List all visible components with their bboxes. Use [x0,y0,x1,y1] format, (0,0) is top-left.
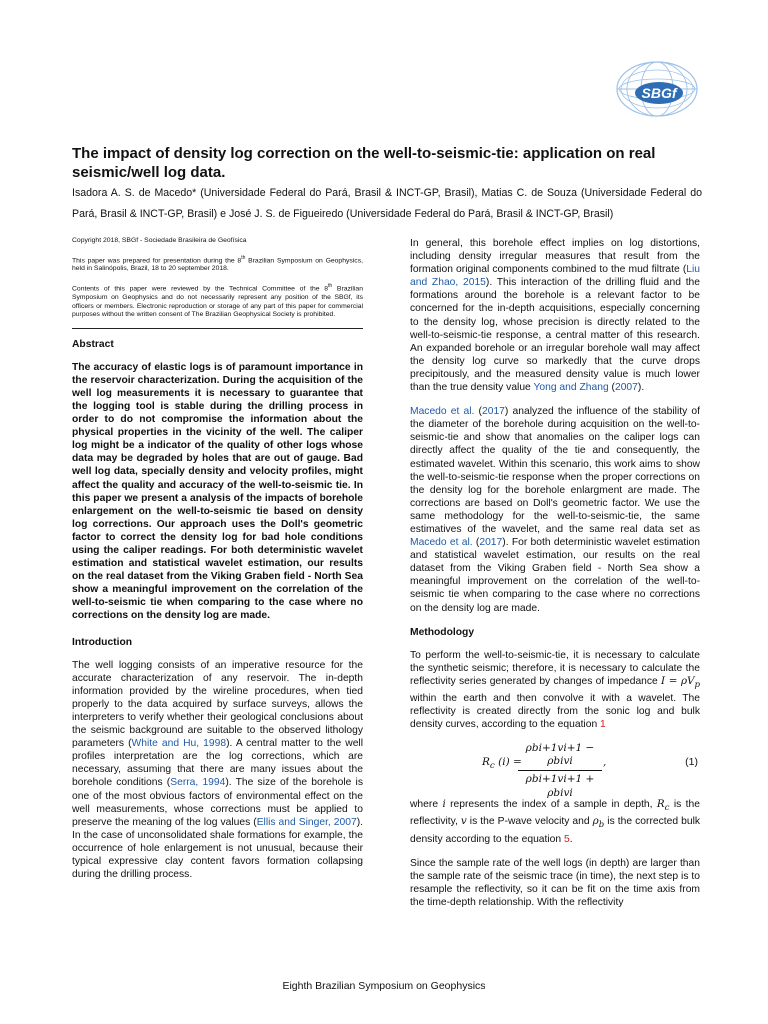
reflectivity-equation [410,742,700,799]
author-list: Isadora A. S. de Macedo* (Universidade Federal do Pará, Brasil & INCT-GP, Brasil), Matias C. de Souza (Universidade Federal do Pará, Brasil & INCT-GP, Brasil) e José J. S. de Figueiredo (Universidade Federal do Pará, Brasil & INCT-GP, Brasil) [72,187,702,220]
methodology-heading: Methodology [410,626,475,638]
equation-reference[interactable]: 1 [600,719,606,731]
citation-link[interactable]: 2017 [479,537,503,549]
equation-lhs: $R_c$ (i) = [482,756,522,772]
citation-link[interactable]: Ellis and Singer, 2007 [256,816,357,828]
logo-text: SBGf [641,85,677,101]
methodology-paragraph: To perform the well-to-seismic-tie, it is necessary to calculate the synthetic seismic; therefore, it is necessary to calculate the reflectivity series generated by changes of impedance $I = \rho V_p$ within the earth and then convolve it with a wavelet. The reflectivity is created directly from the sonic log and bulk density curves, according to the equation 1 [410,649,700,731]
citation-link[interactable]: Yong and Zhang [533,382,609,394]
equation-denominator: ρbi+1vi+1 + ρbivi [525,773,595,799]
body-paragraph: Macedo et al. (2017) analyzed the influence of the stability of the diameter of the borehole during acquisition on the well-to-seismic-tie and show that anomalies on the caliper logs can directly affect the quality of the tie and consequently, the estimated wavelet. Within this scenario, this work aims to show the well-to-seismic-tie response when the proper corrections on the density log for the borehole enlargment are made. The corrections are based on Doll's geometric factor. We use the same methodology for the well-to-seismic-tie, the same estimatives of the wavelet, and the same real data set as Macedo et al. (2017). For both deterministic wavelet estimation and statistical wavelet estimation, our results on the real dataset from the Viking Graben field - North Sea show a meaningful improvement on the correlation of the well-to-seismic tie when comparing to the case where no corrections on the density log are made. [410,406,701,614]
equation-fraction [518,742,602,799]
sbgf-logo [611,58,703,120]
citation-link[interactable]: 2007 [614,382,638,394]
introduction-paragraph: The well logging consists of an imperative resource for the accurate characterization of any reservoir. The in-depth information provided by the wireline procedures, when tied properly to the data acquired by surface surveys, allows the interpreters to verify whether their geological conclusions about the seismic background are suitable to the observed lithology parameters (White and Hu, 1998). A central matter to the well profiles interpretation are the log corrections, which are necessary, assuming that there are many issues about the borehole conditions (Serra, 1994). The size of the borehole is one of the most obvious factors of environmental effect on the well measurements, whose corrections must be applied to preserve the meaning of the log values (Ellis and Singer, 2007). In the case of unconsolidated shale formations for example, the occurrence of hole enlargement is not unusual, because their typical expressive clay content favors formation collapsing during the drilling process. [72,659,364,881]
right-column [410,237,700,920]
equation-number: (1) [685,756,698,769]
abstract-heading: Abstract [72,338,114,350]
methodology-paragraph: Since the sample rate of the well logs (in depth) are larger than the sample rate of the seismic trace (in time), the next step is to resample the reflectivity, so it can be fit on the time axis from the time-depth relationship. With the reflectivity [410,857,700,908]
review-notice: Contents of this paper were reviewed by the Technical Committee of the 8th Brazilian Symposium on Geophysics and do not necessarily represent any position of the SBGf, its officers or members. Electronic reproduction or storage of any part of this paper for commercial purposes without the written consent of The Brazilian Geophysical Society is prohibited. [72,283,363,319]
citation-link[interactable]: Serra, 1994 [170,777,226,789]
divider [72,328,363,329]
introduction-heading: Introduction [72,636,133,648]
citation-link[interactable]: Macedo et al. [410,406,475,418]
body-paragraph: In general, this borehole effect implies on log distortions, including density irregular measures that result from the formation original components combined to the mud filtrate (Liu and Zhao, 2015). This interaction of the drilling fluid and the formations around the borehole is a relevant factor to be concerned for the in-depth acquisitions, especially concerning to the density log, whose precision is directly related to the well-to-seismic-tie response, a central matter of this research. An expanded borehole or an irregular borehole wall may affect the density log curve so markedly that the curve drops precipitously, and the measured density value is much lower than the true density value Yong and Zhang (2007). [410,238,701,394]
left-column [72,237,363,892]
page-footer: Eighth Brazilian Symposium on Geophysics [282,980,486,992]
citation-link[interactable]: 2017 [482,406,505,418]
citation-link[interactable]: Liu and Zhao, 2015 [410,264,700,289]
citation-link[interactable]: White and Hu, 1998 [131,738,227,750]
equation-reference[interactable]: 5 [564,833,570,845]
citation-link[interactable]: Macedo et al. [410,537,473,549]
equation-comma: , [603,756,607,769]
abstract-text: The accuracy of elastic logs is of paramount importance in the reservoir characterization. During the acquisition of the well log measurements it is necessary to guarantee that the logging tool is stable during the drilling process in order to do not compromise the information about the physical properties in the vicinity of the well. The caliper log might be a indicator of the quality of other logs whose data may be degraded by holes that are out of gauge. Bad well log data, specially density and velocity profiles, might affect the quality and accuracy of the well-to-seismic tie. In this paper we present a analysis of the impacts of borehole enlargement on the well-to-seismic tie based on density log corrections. Our approach uses the Doll's geometric factor to correct the density log for bad hole conditions using the caliper readings. For both deterministic wavelet estimation and statistical wavelet estimation, our results on the real dataset from the Viking Graben field - North Sea show a meaningful improvement on the correlation of the well-to-seismic tie when comparing to the case where no corrections on the density log are made. [72,361,363,622]
presentation-notice: This paper was prepared for presentation during the 8th Brazilian Symposium on Geophysics, held in Salinópolis, Brazil, 18 to 20 september 2018. [72,254,363,273]
equation-numerator: ρbi+1vi+1 − ρbivi [518,742,602,771]
copyright-notice: Copyright 2018, SBGf - Sociedade Brasileira de Geofísica [72,237,247,244]
paper-title: The impact of density log correction on the well-to-seismic-tie: application on real seismic/well log data. [72,145,656,181]
methodology-paragraph: where i represents the index of a sample in depth, $R_c$ is the reflectivity, v is the P-wave velocity and $\rho_b$ is the corrected bulk density according to the equation 5. [410,798,701,845]
